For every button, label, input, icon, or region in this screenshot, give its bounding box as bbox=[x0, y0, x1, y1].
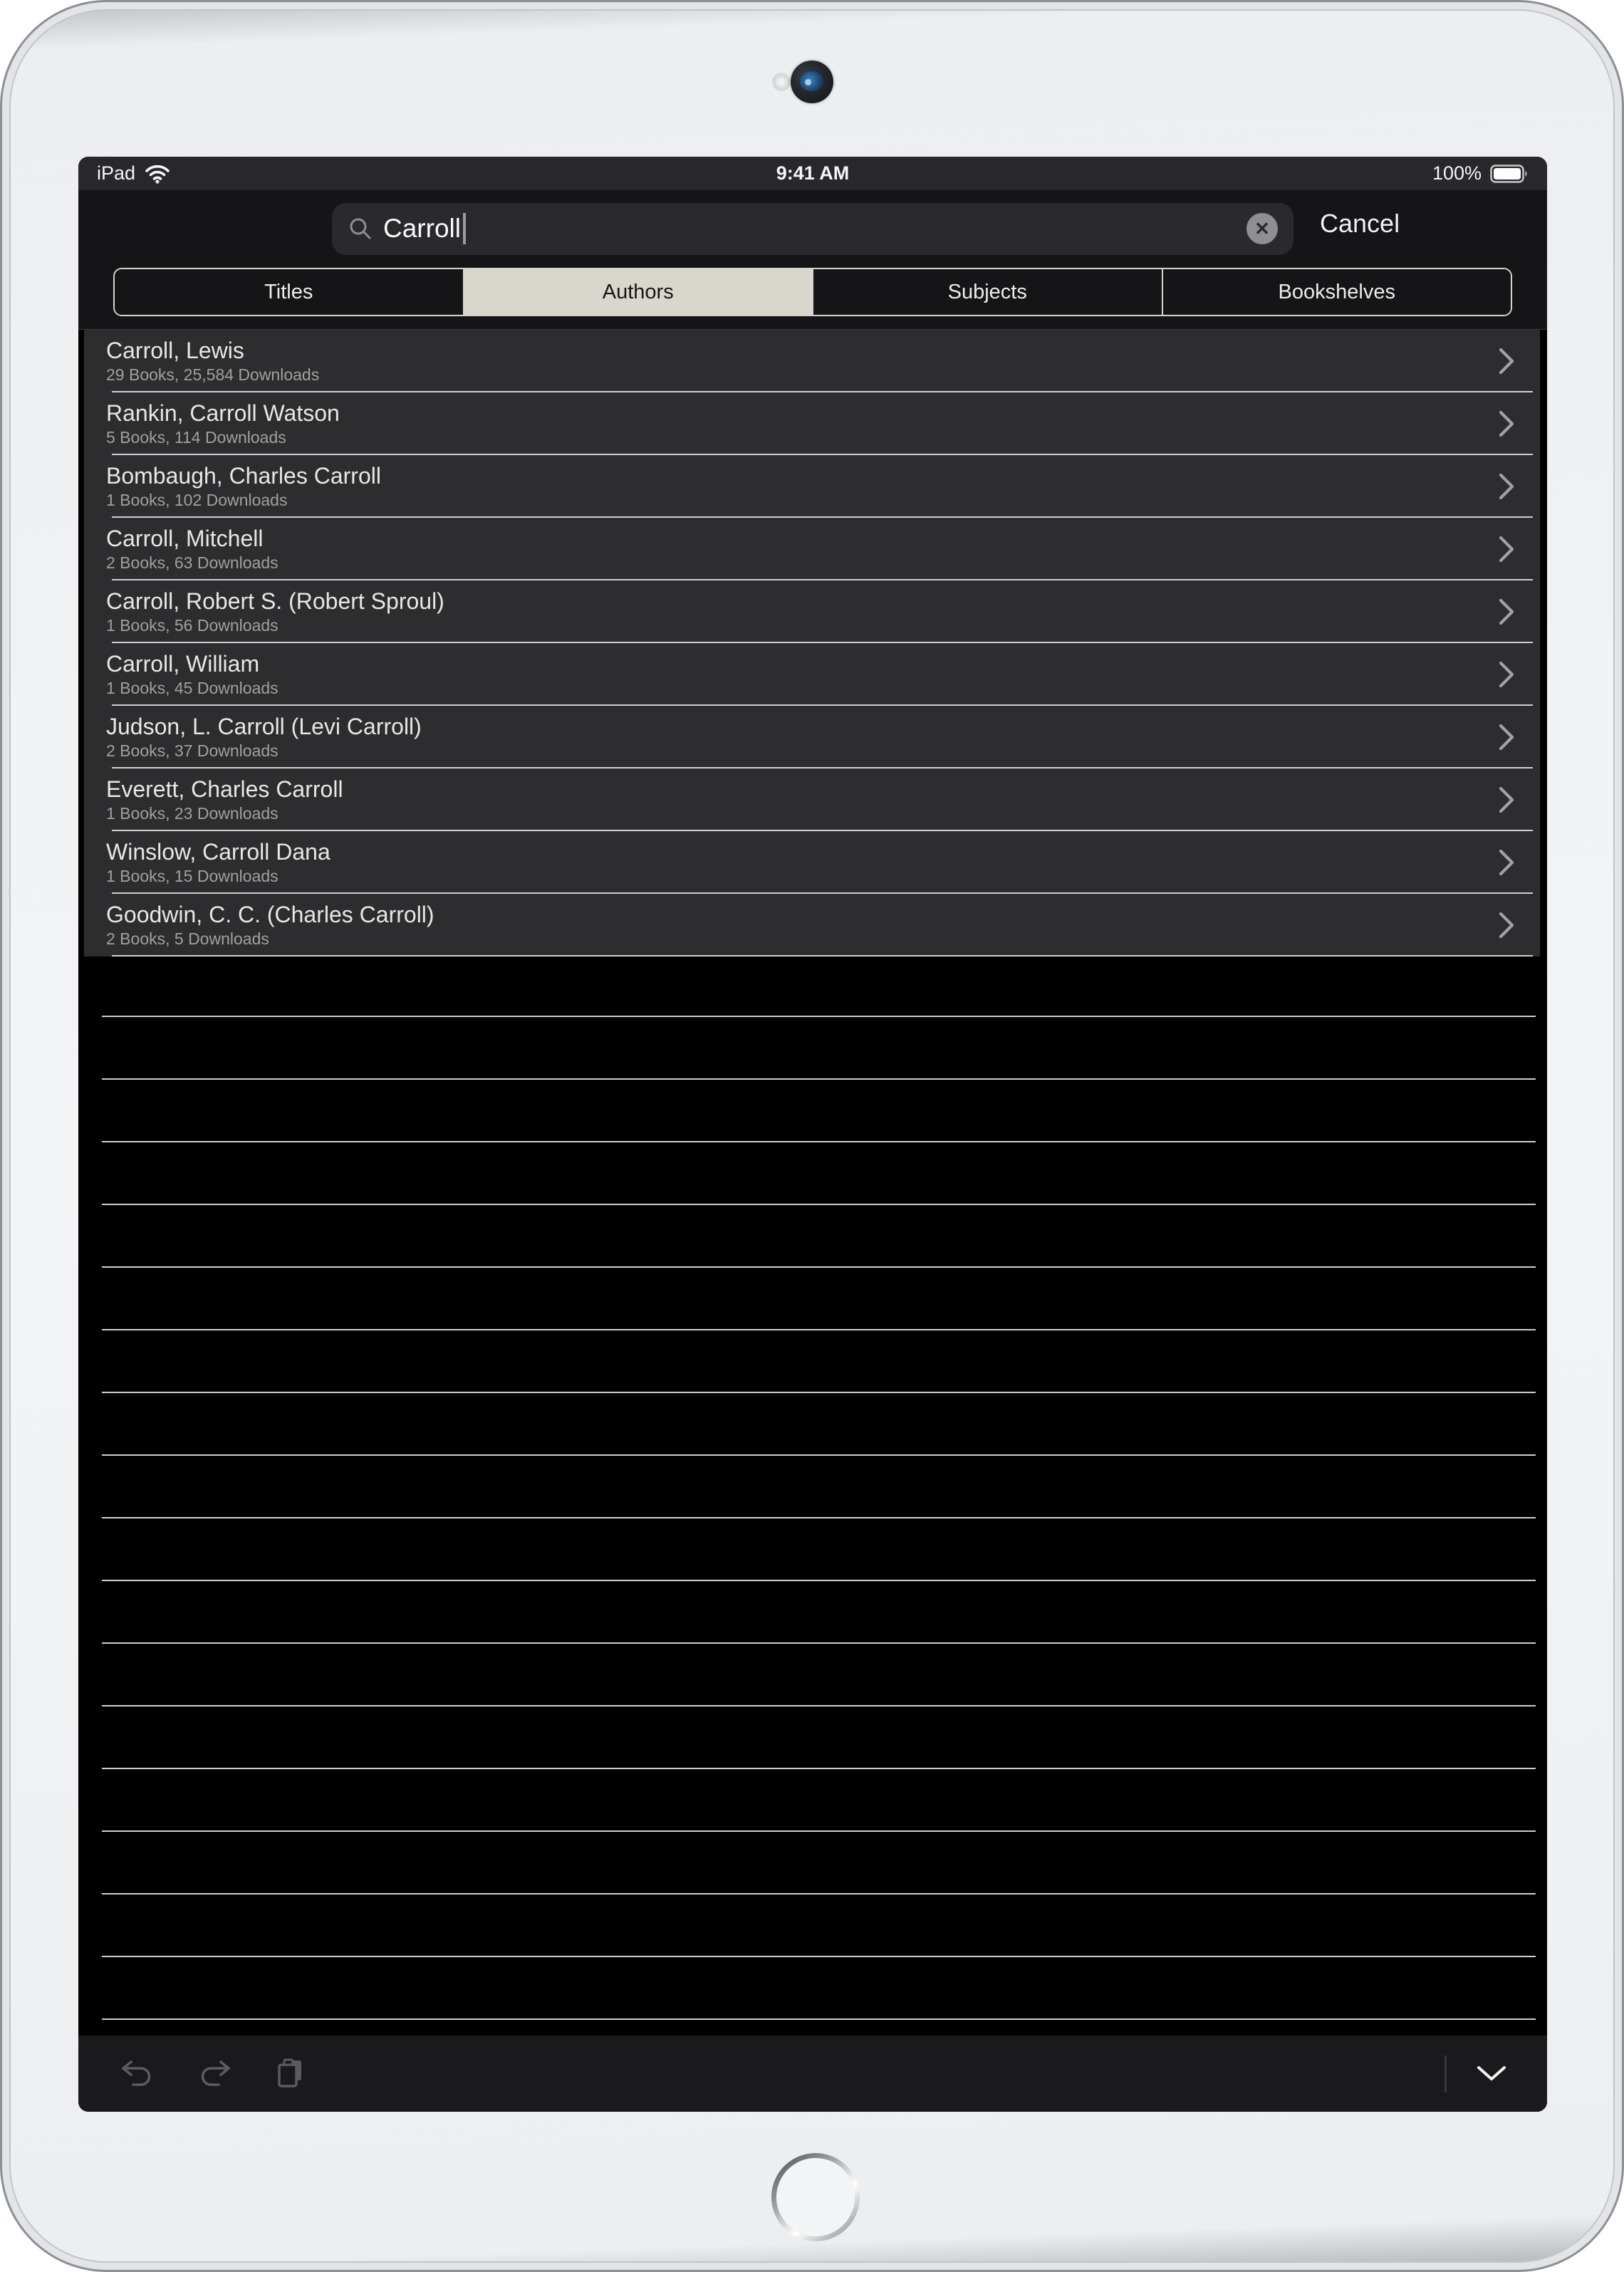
clear-icon: ✕ bbox=[1254, 218, 1270, 239]
text-caret bbox=[463, 213, 466, 244]
author-meta: 1 Books, 102 Downloads bbox=[106, 491, 288, 509]
search-value: Carroll bbox=[383, 214, 461, 243]
author-name: Judson, L. Carroll (Levi Carroll) bbox=[106, 714, 422, 739]
chevron-right-icon bbox=[1497, 911, 1516, 939]
empty-list-row bbox=[102, 1957, 1536, 2020]
empty-list-row bbox=[102, 1393, 1536, 1456]
author-meta: 29 Books, 25,584 Downloads bbox=[106, 365, 320, 384]
chevron-right-icon bbox=[1497, 410, 1516, 438]
tab-titles[interactable]: Titles bbox=[115, 269, 463, 315]
empty-list-row bbox=[102, 1080, 1536, 1142]
search-icon bbox=[348, 216, 373, 241]
author-name: Rankin, Carroll Watson bbox=[106, 400, 340, 426]
chevron-right-icon bbox=[1497, 723, 1516, 751]
chevron-right-icon bbox=[1497, 535, 1516, 563]
battery-percent-label: 100% bbox=[1432, 162, 1482, 184]
tab-authors[interactable]: Authors bbox=[463, 269, 813, 315]
author-result-row[interactable] bbox=[84, 580, 1540, 643]
chevron-right-icon bbox=[1497, 848, 1516, 877]
clock-label: 9:41 AM bbox=[776, 162, 850, 184]
author-result-row[interactable] bbox=[84, 455, 1540, 518]
author-result-row[interactable] bbox=[84, 643, 1540, 706]
empty-list-row bbox=[102, 1518, 1536, 1581]
author-meta: 1 Books, 56 Downloads bbox=[106, 616, 279, 635]
chevron-right-icon bbox=[1497, 598, 1516, 626]
camera-lens bbox=[800, 71, 824, 91]
empty-list-row bbox=[102, 1706, 1536, 1769]
author-meta: 5 Books, 114 Downloads bbox=[106, 428, 286, 447]
wifi-icon bbox=[144, 164, 171, 184]
battery-icon bbox=[1490, 165, 1529, 183]
author-meta: 1 Books, 23 Downloads bbox=[106, 804, 279, 823]
chevron-right-icon bbox=[1497, 347, 1516, 375]
author-name: Goodwin, C. C. (Charles Carroll) bbox=[106, 902, 434, 927]
tab-bookshelves[interactable]: Bookshelves bbox=[1162, 269, 1511, 315]
chevron-right-icon bbox=[1497, 660, 1516, 689]
search-header bbox=[78, 190, 1547, 329]
screen bbox=[78, 157, 1547, 2112]
empty-list-row bbox=[102, 1581, 1536, 1644]
empty-list-row bbox=[102, 1268, 1536, 1330]
ambient-light-sensor bbox=[772, 73, 791, 91]
empty-list-row bbox=[102, 1330, 1536, 1393]
tab-subjects[interactable]: Subjects bbox=[812, 269, 1162, 315]
author-result-row[interactable] bbox=[84, 768, 1540, 831]
empty-list-row bbox=[102, 1456, 1536, 1518]
author-name: Carroll, Mitchell bbox=[106, 526, 264, 551]
dismiss-keyboard-button[interactable] bbox=[1475, 2064, 1508, 2084]
search-input[interactable] bbox=[332, 203, 1294, 255]
author-name: Winslow, Carroll Dana bbox=[106, 839, 330, 865]
toolbar-divider bbox=[1445, 2055, 1447, 2093]
author-result-row[interactable] bbox=[84, 831, 1540, 894]
search-scope-tabs bbox=[113, 268, 1512, 316]
search-row bbox=[78, 190, 1547, 261]
author-result-row[interactable] bbox=[84, 706, 1540, 768]
author-meta: 2 Books, 63 Downloads bbox=[106, 553, 279, 572]
redo-button[interactable] bbox=[197, 2059, 232, 2089]
author-result-row[interactable] bbox=[84, 518, 1540, 580]
empty-list-row bbox=[102, 1205, 1536, 1268]
chevron-right-icon bbox=[1497, 472, 1516, 501]
empty-list-row bbox=[102, 1142, 1536, 1205]
author-name: Carroll, William bbox=[106, 651, 260, 677]
author-name: Carroll, Lewis bbox=[106, 338, 244, 363]
keyboard-toolbar bbox=[78, 2036, 1547, 2112]
author-result-row[interactable] bbox=[84, 392, 1540, 455]
author-result-row[interactable] bbox=[84, 330, 1540, 392]
undo-button[interactable] bbox=[120, 2059, 155, 2089]
chevron-right-icon bbox=[1497, 786, 1516, 814]
carrier-label: iPad bbox=[97, 162, 136, 184]
empty-list-row bbox=[102, 957, 1536, 1017]
author-name: Bombaugh, Charles Carroll bbox=[106, 463, 381, 489]
cancel-button[interactable]: Cancel bbox=[1320, 209, 1400, 238]
clear-search-button[interactable] bbox=[1246, 213, 1278, 244]
status-bar bbox=[78, 157, 1547, 190]
camera-glint bbox=[805, 79, 811, 85]
empty-list-row bbox=[102, 1832, 1536, 1895]
author-name: Everett, Charles Carroll bbox=[106, 776, 343, 802]
home-button[interactable] bbox=[771, 2153, 860, 2241]
author-meta: 1 Books, 45 Downloads bbox=[106, 679, 279, 697]
author-results-list bbox=[78, 329, 1547, 2036]
author-name: Carroll, Robert S. (Robert Sproul) bbox=[106, 588, 444, 614]
author-result-row[interactable] bbox=[84, 894, 1540, 957]
author-meta: 1 Books, 15 Downloads bbox=[106, 867, 279, 885]
empty-list-row bbox=[102, 1769, 1536, 1832]
empty-list-row bbox=[102, 1017, 1536, 1080]
paste-button[interactable] bbox=[274, 2058, 308, 2090]
empty-list-row bbox=[102, 1644, 1536, 1706]
author-meta: 2 Books, 5 Downloads bbox=[106, 929, 269, 948]
front-camera bbox=[791, 61, 833, 103]
empty-list-row bbox=[102, 1895, 1536, 1957]
author-meta: 2 Books, 37 Downloads bbox=[106, 741, 279, 760]
